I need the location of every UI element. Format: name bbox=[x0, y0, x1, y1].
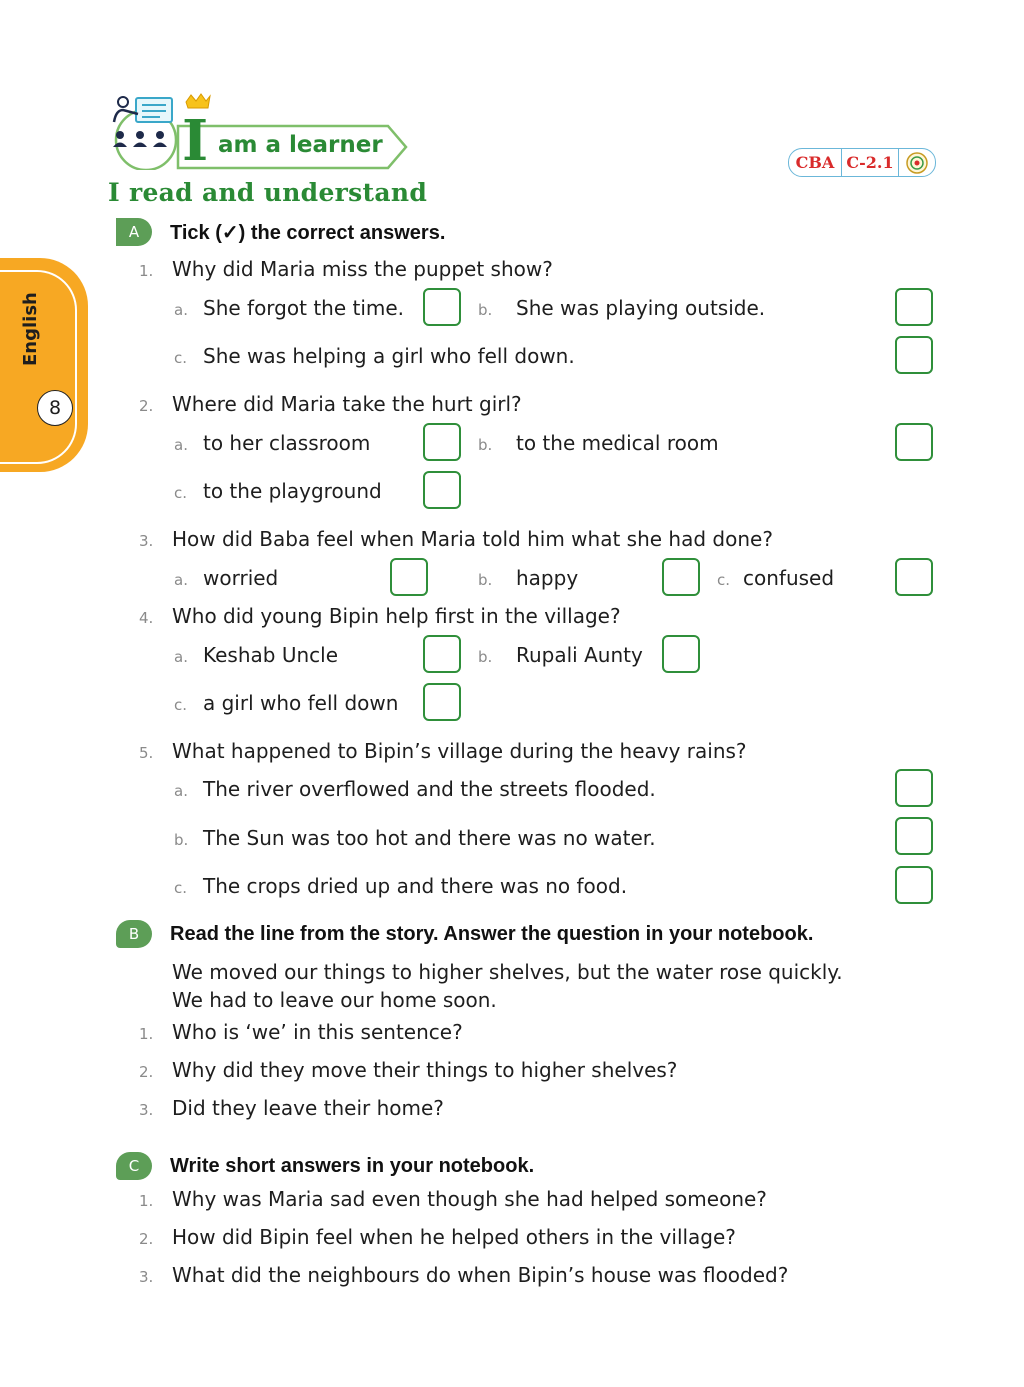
option-text: a girl who fell down bbox=[203, 691, 399, 715]
option-text: to the medical room bbox=[516, 431, 719, 455]
section-title: I read and understand bbox=[108, 178, 428, 207]
question-number: 3. bbox=[139, 532, 154, 550]
option-letter: b. bbox=[478, 571, 493, 589]
question-number: 3. bbox=[139, 1101, 154, 1119]
tick-box[interactable] bbox=[423, 635, 461, 673]
tick-box[interactable] bbox=[895, 866, 933, 904]
option-letter: c. bbox=[717, 571, 731, 589]
crown-icon bbox=[186, 94, 210, 108]
cba-badge bbox=[788, 148, 936, 177]
question-text: Why was Maria sad even though she had helped someone? bbox=[172, 1187, 767, 1211]
section-b-instruction: Read the line from the story. Answer the question in your notebook. bbox=[170, 923, 814, 945]
tick-box[interactable] bbox=[423, 423, 461, 461]
option-letter: a. bbox=[174, 436, 188, 454]
tick-box[interactable] bbox=[390, 558, 428, 596]
option-text: The crops dried up and there was no food. bbox=[203, 874, 628, 898]
question-text: What happened to Bipin’s village during the heavy rains? bbox=[172, 739, 747, 763]
option-letter: a. bbox=[174, 648, 188, 666]
section-c-badge: C bbox=[116, 1152, 152, 1180]
option-letter: a. bbox=[174, 782, 188, 800]
tick-box[interactable] bbox=[423, 471, 461, 509]
question-text: Who did young Bipin help first in the village? bbox=[172, 604, 621, 628]
option-text: Keshab Uncle bbox=[203, 643, 338, 667]
option-letter: b. bbox=[478, 301, 493, 319]
page-number: 8 bbox=[37, 390, 73, 426]
tick-box[interactable] bbox=[895, 288, 933, 326]
question-text: Why did they move their things to higher shelves? bbox=[172, 1058, 678, 1082]
question-text: Why did Maria miss the puppet show? bbox=[172, 257, 553, 281]
question-number: 2. bbox=[139, 1063, 154, 1081]
option-letter: a. bbox=[174, 571, 188, 589]
section-b-badge: B bbox=[116, 920, 152, 948]
tick-box[interactable] bbox=[662, 635, 700, 673]
option-letter: c. bbox=[174, 879, 188, 897]
question-text: What did the neighbours do when Bipin’s house was flooded? bbox=[172, 1263, 789, 1287]
question-text: Who is ‘we’ in this sentence? bbox=[172, 1020, 463, 1044]
learner-banner bbox=[108, 92, 408, 170]
tick-box[interactable] bbox=[895, 769, 933, 807]
question-number: 1. bbox=[139, 1025, 154, 1043]
option-text: to the playground bbox=[203, 479, 382, 503]
competency-code: C-2.1 bbox=[842, 149, 899, 176]
tick-box[interactable] bbox=[423, 683, 461, 721]
option-text: She forgot the time. bbox=[203, 296, 405, 320]
question-text: Where did Maria take the hurt girl? bbox=[172, 392, 522, 416]
option-text: to her classroom bbox=[203, 431, 371, 455]
option-letter: c. bbox=[174, 484, 188, 502]
question-number: 3. bbox=[139, 1268, 154, 1286]
question-text: How did Baba feel when Maria told him what she had done? bbox=[172, 527, 773, 551]
cba-label: CBA bbox=[789, 149, 842, 176]
option-text: Rupali Aunty bbox=[516, 643, 643, 667]
question-number: 2. bbox=[139, 1230, 154, 1248]
story-quote-line: We moved our things to higher shelves, but the water rose quickly. bbox=[172, 960, 843, 984]
question-number: 2. bbox=[139, 397, 154, 415]
option-letter: c. bbox=[174, 696, 188, 714]
teacher-icon bbox=[114, 97, 172, 122]
story-quote-line: We had to leave our home soon. bbox=[172, 988, 497, 1012]
question-number: 1. bbox=[139, 1192, 154, 1210]
option-text: The Sun was too hot and there was no water. bbox=[203, 826, 656, 850]
question-text: How did Bipin feel when he helped others in the village? bbox=[172, 1225, 736, 1249]
tick-box[interactable] bbox=[895, 817, 933, 855]
section-a-instruction: Tick (✓) the correct answers. bbox=[170, 222, 446, 244]
banner-letter: I bbox=[182, 108, 209, 170]
option-text: worried bbox=[203, 566, 279, 590]
option-letter: b. bbox=[478, 436, 493, 454]
tick-box[interactable] bbox=[662, 558, 700, 596]
banner-text: am a learner bbox=[218, 132, 383, 158]
question-number: 4. bbox=[139, 609, 154, 627]
tick-box[interactable] bbox=[895, 558, 933, 596]
option-text: confused bbox=[743, 566, 835, 590]
option-text: She was helping a girl who fell down. bbox=[203, 344, 575, 368]
tick-box[interactable] bbox=[895, 423, 933, 461]
subject-label: English bbox=[20, 292, 41, 366]
section-a-badge: A bbox=[116, 218, 152, 246]
question-number: 5. bbox=[139, 744, 154, 762]
option-text: She was playing outside. bbox=[516, 296, 766, 320]
option-letter: a. bbox=[174, 301, 188, 319]
question-text: Did they leave their home? bbox=[172, 1096, 444, 1120]
tick-box[interactable] bbox=[423, 288, 461, 326]
option-text: The river overflowed and the streets flooded. bbox=[203, 777, 656, 801]
question-number: 1. bbox=[139, 262, 154, 280]
option-letter: b. bbox=[478, 648, 493, 666]
option-letter: b. bbox=[174, 831, 189, 849]
option-text: happy bbox=[516, 566, 579, 590]
emblem-icon bbox=[899, 149, 935, 176]
section-c-instruction: Write short answers in your notebook. bbox=[170, 1155, 535, 1177]
tick-box[interactable] bbox=[895, 336, 933, 374]
option-letter: c. bbox=[174, 349, 188, 367]
